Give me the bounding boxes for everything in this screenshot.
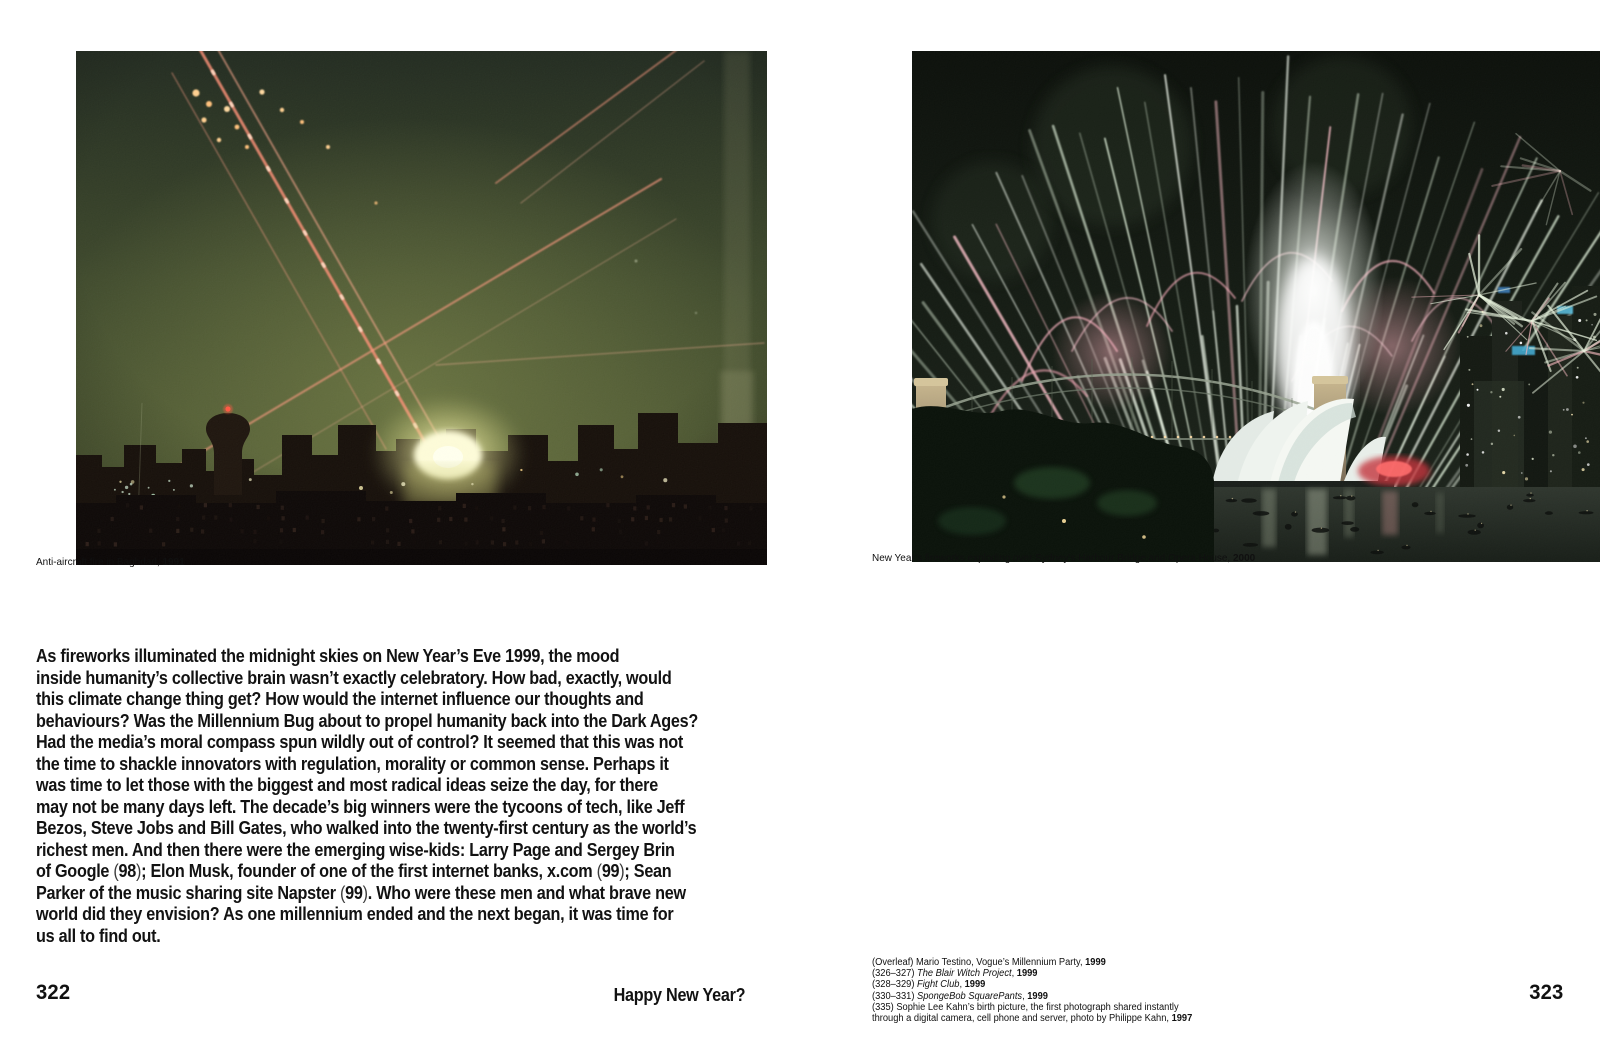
credit-line: (330–331) SpongeBob SquarePants, 1999 xyxy=(872,990,1048,1002)
credit-line: through a digital camera, cell phone and server, photo by Philippe Kahn, 1997 xyxy=(872,1013,1193,1025)
sydney-photo-illustration xyxy=(912,51,1600,562)
credits-list xyxy=(872,957,1192,1024)
sydney-photo xyxy=(912,51,1600,562)
photo-caption-right xyxy=(872,552,1255,564)
body-line: us all to find out. xyxy=(36,925,161,946)
body-line: inside humanity’s collective brain wasn’t exactly celebratory. How bad, exactly, would xyxy=(36,667,672,688)
body-line: behaviours? Was the Millennium Bug about to propel humanity back into the Dark Ages? xyxy=(36,710,698,731)
credit-line: (326–327) The Blair Witch Project, 1999 xyxy=(872,968,1038,980)
page-number-right: 323 xyxy=(1528,980,1563,1004)
page-number-left: 322 xyxy=(36,980,71,1004)
body-paragraph xyxy=(36,646,756,947)
photo-caption-left xyxy=(36,556,185,568)
caption-right-text: New Year’s fireworks exploding over Sydney’s Harbour Bridge and Opera House, xyxy=(872,552,1233,564)
body-line: richest men. And then there were the emerging wise-kids: Larry Page and Sergey Brin xyxy=(36,839,675,860)
caption-left-text: Anti-aircraft fire in Baghdad, xyxy=(36,556,163,568)
body-line: of Google (98); Elon Musk, founder of one of the first internet banks, x.com (99); Sean xyxy=(36,861,672,881)
body-line: the time to shackle innovators with regulation, morality or common sense. Perhaps it xyxy=(36,753,669,774)
body-line: Had the media’s moral compass spun wildly out of control? It seemed that this was not xyxy=(36,732,684,752)
body-line: Bezos, Steve Jobs and Bill Gates, who walked into the twenty-first century as the world’s xyxy=(36,818,697,838)
body-line: may not be many days left. The decade’s big winners were the tycoons of tech, like Jeff xyxy=(36,796,685,817)
baghdad-photo-illustration xyxy=(76,51,767,565)
body-line: was time to let those with the biggest and most radical ideas seize the day, for there xyxy=(36,775,658,795)
body-line: this climate change thing get? How would the internet influence our thoughts and xyxy=(36,689,644,709)
body-line: As fireworks illuminated the midnight skies on New Year’s Eve 1999, the mood xyxy=(36,646,620,666)
caption-right-year: 2000 xyxy=(1232,552,1256,564)
caption-left-year: 1991 xyxy=(162,556,185,568)
credit-line: (Overleaf) Mario Testino, Vogue’s Millennium Party, 1999 xyxy=(872,957,1106,968)
body-line: Parker of the music sharing site Napster (99). Who were these men and what brave new xyxy=(36,882,686,903)
credit-line: (328–329) Fight Club, 1999 xyxy=(872,979,986,991)
baghdad-photo xyxy=(76,51,767,565)
body-line: world did they envision? As one millennium ended and the next began, it was time for xyxy=(36,904,674,924)
credit-line: (335) Sophie Lee Kahn’s birth picture, the first photograph shared instantly xyxy=(872,1001,1179,1013)
running-title: Happy New Year? xyxy=(613,985,745,1005)
